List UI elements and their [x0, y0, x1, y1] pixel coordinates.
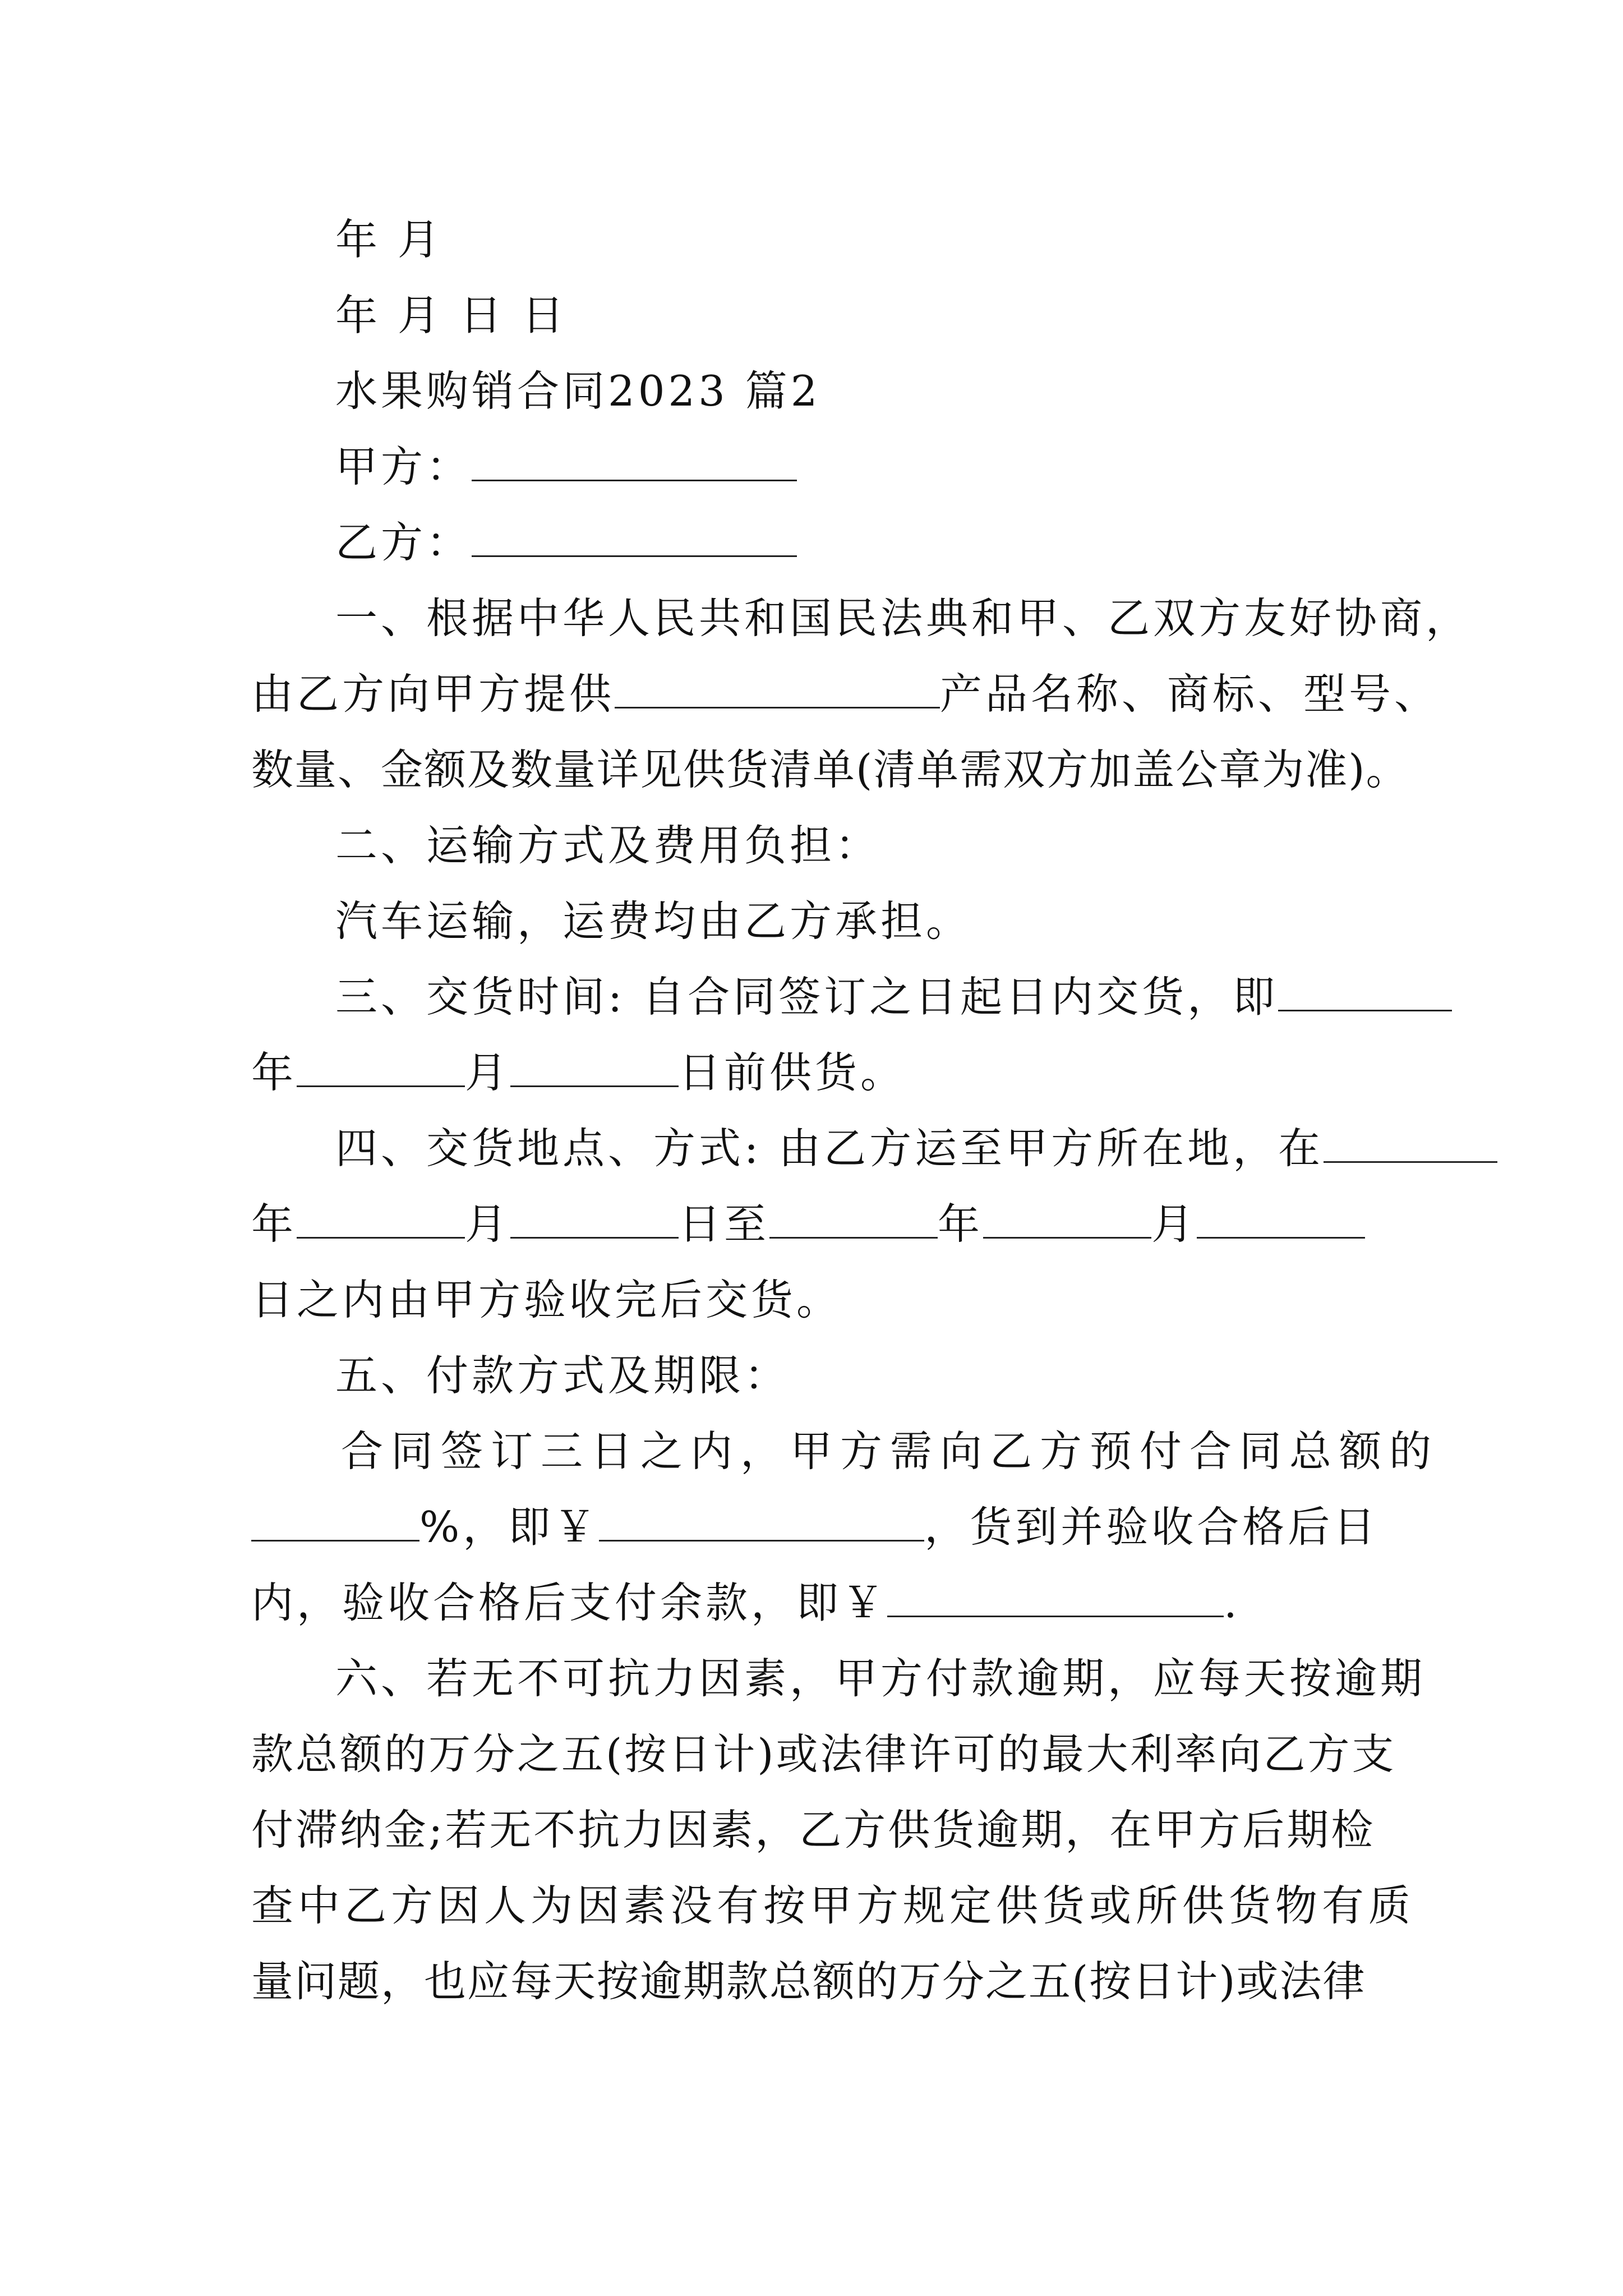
start-month-label: 月: [465, 1199, 511, 1249]
delivery-month-blank: [510, 1046, 679, 1087]
delivery-year-blank-prefix: [1278, 970, 1452, 1011]
prepay-amount-blank: [599, 1501, 924, 1542]
clause-5-line-3: [251, 1565, 1373, 1641]
clause-4-line-3: 日之内由甲方验收完后交货。: [251, 1275, 842, 1324]
party-b-line: [251, 505, 1373, 581]
clause-1-text-a: 由乙方向甲方提供: [251, 669, 615, 719]
clause-3-line-2: [251, 1035, 1373, 1111]
delivery-year-blank: [297, 1046, 465, 1087]
clause-2-heading: 二、运输方式及费用负担：: [335, 821, 881, 870]
clause-2-text: 汽车运输，运费均由乙方承担。: [335, 896, 972, 946]
clause-6-line-3: 付滞纳金;若无不抗力因素，乙方供货逾期，在甲方后期检: [251, 1805, 1376, 1855]
clause-1-text-b: 产品名称、商标、型号、: [940, 669, 1440, 719]
party-b-label: 乙方：: [335, 518, 472, 567]
day-label: 日前供货。: [679, 1048, 906, 1097]
end-year-blank-prefix: [769, 1198, 938, 1239]
clause-1-line-2: [251, 656, 1440, 732]
contract-title: 水果购销合同2023 篇2: [335, 366, 821, 416]
clause-5-line-2: [251, 1489, 1379, 1565]
year-label: 年: [251, 1048, 297, 1097]
percent-blank: [251, 1501, 419, 1542]
clause-5-line-1: 合同签订三日之内，甲方需向乙方预付合同总额的: [341, 1427, 1440, 1476]
end-year-label: 年: [938, 1199, 984, 1249]
clause-5-heading: 五、付款方式及期限：: [335, 1351, 790, 1400]
contract-body: [251, 202, 1472, 2019]
clause-6-line-2: 款总额的万分之五(按日计)或法律许可的最大利率向乙方支: [251, 1729, 1396, 1779]
date-line-1: 年 月: [335, 215, 443, 264]
balance-amount-blank: [887, 1576, 1224, 1617]
clause-3-text: 三、交货时间: 自合同签订之日起日内交货，即: [335, 972, 1279, 1022]
balance-text: 内，验收合格后支付余款，即￥: [251, 1578, 888, 1627]
to-label: 日至: [679, 1199, 770, 1249]
place-date-blank-prefix: [1324, 1122, 1497, 1163]
clause-6-line-1: 六、若无不可抗力因素，甲方付款逾期，应每天按逾期: [335, 1654, 1426, 1703]
start-year-label: 年: [251, 1199, 297, 1249]
party-a-label: 甲方：: [335, 442, 472, 491]
clause-5-text-b: ，货到并验收合格后日: [924, 1502, 1379, 1552]
end-month-blank: [1197, 1198, 1365, 1239]
period-mark: .: [1224, 1578, 1241, 1627]
end-year-blank: [983, 1198, 1151, 1239]
month-label: 月: [465, 1048, 511, 1097]
start-year-blank: [297, 1198, 465, 1239]
percent-text: %，即￥: [419, 1502, 600, 1552]
start-month-blank: [510, 1198, 679, 1239]
clause-6-line-5: 量问题，也应每天按逾期款总额的万分之五(按日计)或法律: [251, 1957, 1366, 2006]
party-a-blank: [472, 440, 797, 481]
clause-4-line-1: [251, 1111, 1373, 1186]
product-blank: [615, 668, 940, 708]
party-b-blank: [472, 516, 797, 557]
party-a-line: [251, 429, 1373, 505]
clause-1-line-1: 一、根据中华人民共和国民法典和甲、乙双方友好协商，: [335, 593, 1472, 643]
clause-4-line-2: [251, 1186, 1373, 1262]
end-month-label: 月: [1151, 1199, 1197, 1249]
clause-6-line-4: 查中乙方因人为因素没有按甲方规定供货或所供货物有质: [251, 1881, 1415, 1930]
clause-3-line-1: [251, 959, 1373, 1035]
clause-1-line-3: 数量、金额及数量详见供货清单(清单需双方加盖公章为准)。: [251, 745, 1409, 794]
date-line-2: 年 月 日 日: [335, 291, 568, 340]
clause-4-text: 四、交货地点、方式: 由乙方运至甲方所在地，在: [335, 1124, 1324, 1173]
